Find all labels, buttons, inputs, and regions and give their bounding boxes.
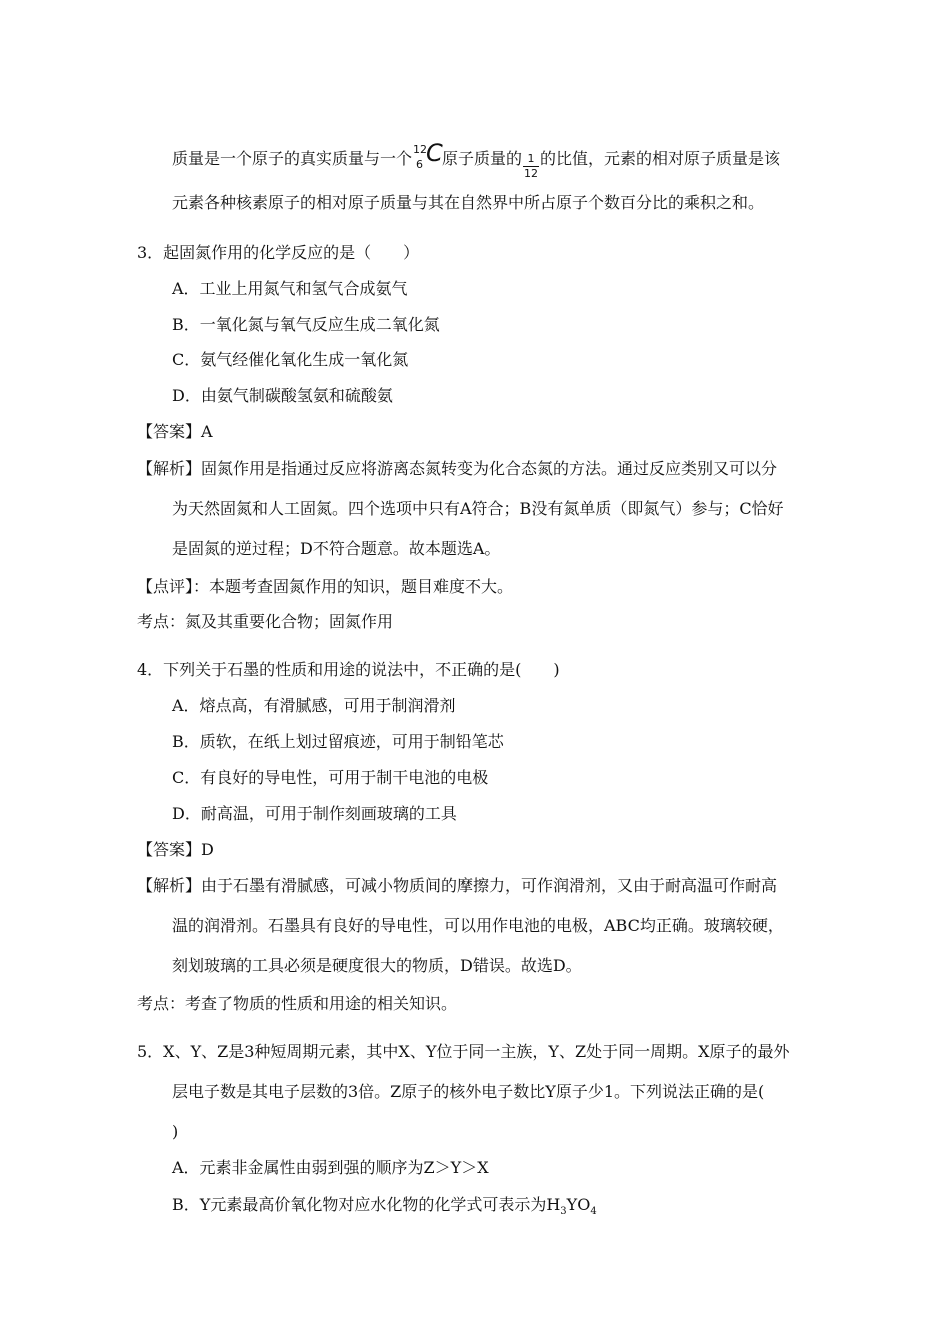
- q5-option-b: B．Y元素最高价氧化物对应水化物的化学式可表示为$H_3YO_4$: [172, 1195, 597, 1218]
- q4-option-d: D．耐高温，可用于制作刻画玻璃的工具: [172, 804, 457, 823]
- q4-analysis-2: 温的润滑剂。石墨具有良好的导电性，可以用作电池的电极，ABC均正确。玻璃较硬，: [172, 916, 784, 935]
- q3-answer: 【答案】A: [137, 422, 213, 441]
- one-twelfth-fraction: $\frac{1}{12}$: [524, 152, 539, 180]
- q5-stem-3: ): [172, 1122, 179, 1141]
- intro-line-1: [172, 139, 781, 180]
- q4-option-a: A．熔点高，有滑腻感，可用于制润滑剂: [172, 696, 456, 715]
- q4-point: 考点：考查了物质的性质和用途的相关知识。: [137, 994, 458, 1013]
- q3-analysis-3: 是固氮的逆过程；D不符合题意。故本题选A。: [172, 539, 501, 558]
- q4-stem: 4．下列关于石墨的性质和用途的说法中，不正确的是( ): [137, 660, 560, 679]
- q4-analysis-1: 【解析】由于石墨有滑腻感，可减小物质间的摩擦力，可作润滑剂，又由于耐高温可作耐高: [137, 876, 778, 895]
- q5-stem-1: 5．X、Y、Z是3种短周期元素，其中X、Y位于同一主族，Y、Z处于同一周期。X原子的最外: [137, 1042, 790, 1061]
- intro-text-b: 原子质量的: [442, 149, 523, 168]
- intro-line-2: 元素各种核素原子的相对原子质量与其在自然界中所占原子个数百分比的乘积之和。: [172, 193, 765, 212]
- q5-option-a: A．元素非金属性由弱到强的顺序为Z＞Y＞X: [172, 1158, 489, 1177]
- q3-comment: 【点评】：本题考查固氮作用的知识，题目难度不大。: [137, 577, 514, 596]
- q3-option-a: A．工业上用氮气和氢气合成氨气: [172, 279, 408, 298]
- q3-option-b: B．一氧化氮与氧气反应生成二氧化氮: [172, 315, 440, 334]
- q4-option-c: C．有良好的导电性，可用于制干电池的电极: [172, 768, 489, 787]
- q3-option-c: C．氨气经催化氧化生成一氧化氮: [172, 350, 409, 369]
- q3-analysis-2: 为天然固氮和人工固氮。四个选项中只有A符合；B没有氮单质（即氮气）参与；C恰好: [172, 499, 784, 518]
- q3-stem: 3．起固氮作用的化学反应的是（ ）: [137, 243, 420, 262]
- q3-analysis-1: 【解析】固氮作用是指通过反应将游离态氮转变为化合态氮的方法。通过反应类别又可以分: [137, 459, 778, 478]
- intro-text-c: 的比值，元素的相对原子质量是该: [540, 149, 781, 168]
- carbon-12-isotope: 12 6 C: [413, 139, 443, 171]
- q3-point: 考点：氮及其重要化合物；固氮作用: [137, 612, 394, 631]
- q4-answer: 【答案】D: [137, 840, 214, 859]
- intro-text-a: 质量是一个原子的真实质量与一个: [172, 149, 413, 168]
- q4-analysis-3: 刻划玻璃的工具必须是硬度很大的物质，D错误。故选D。: [172, 956, 582, 975]
- q4-option-b: B．质软，在纸上划过留痕迹，可用于制铅笔芯: [172, 732, 504, 751]
- q5-stem-2: 层电子数是其电子层数的3倍。Z原子的核外电子数比Y原子少1。下列说法正确的是(: [172, 1082, 765, 1101]
- q3-option-d: D．由氨气制碳酸氢氨和硫酸氨: [172, 386, 393, 405]
